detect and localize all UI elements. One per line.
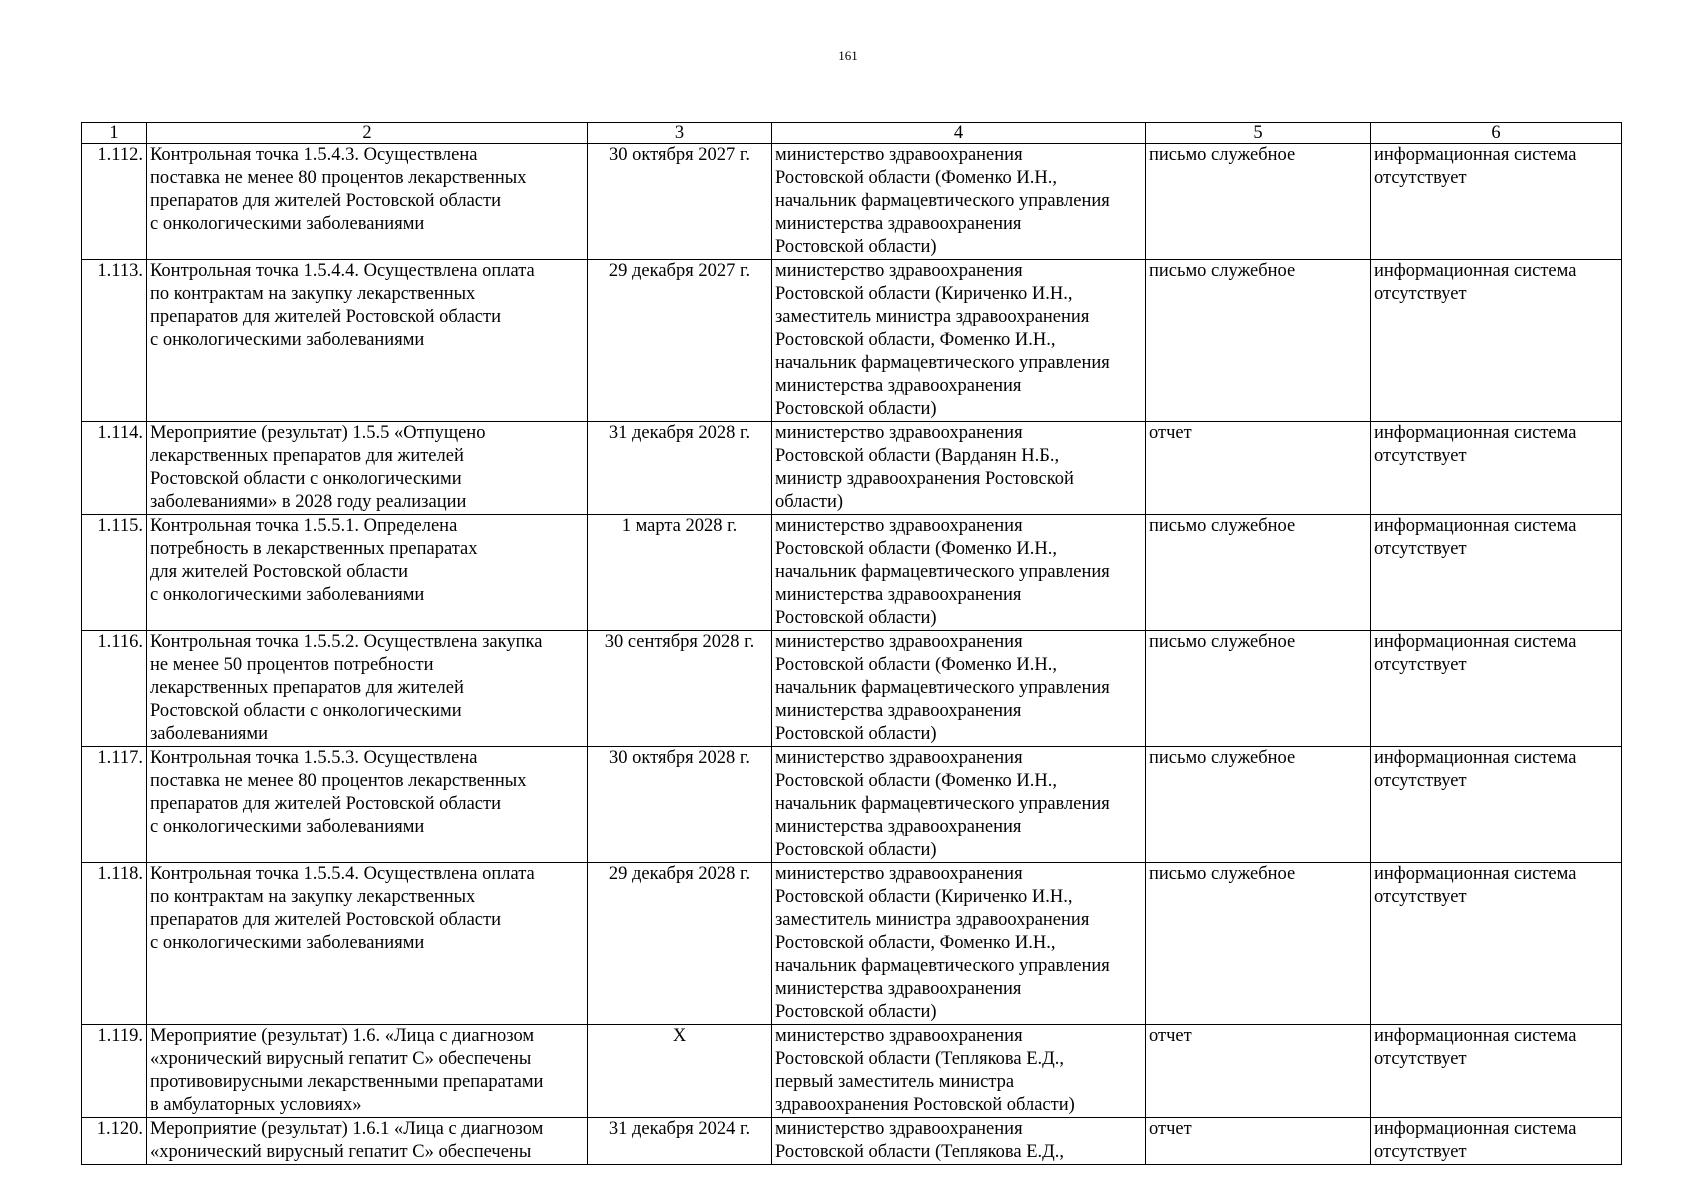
table-row bbox=[82, 515, 1622, 631]
table-row bbox=[82, 144, 1622, 260]
document-type: письмо служебное bbox=[1146, 631, 1371, 747]
responsible-party: министерство здравоохранения Ростовской области (Варданян Н.Б., министр здравоохранения Ростовской области) bbox=[772, 422, 1146, 515]
document-type: письмо служебное bbox=[1146, 260, 1371, 422]
information-system: информационная система отсутствует bbox=[1371, 1025, 1622, 1118]
row-number: 1.120. bbox=[82, 1118, 147, 1165]
column-number: 2 bbox=[147, 123, 588, 144]
due-date: 29 декабря 2028 г. bbox=[588, 863, 772, 1025]
responsible-party: министерство здравоохранения Ростовской области (Теплякова Е.Д., bbox=[772, 1118, 1146, 1165]
event-name: Контрольная точка 1.5.5.4. Осуществлена оплата по контрактам на закупку лекарственных препаратов для жителей Ростовской области с онкологическими заболеваниями bbox=[147, 863, 588, 1025]
due-date: Х bbox=[588, 1025, 772, 1118]
information-system: информационная система отсутствует bbox=[1371, 863, 1622, 1025]
due-date: 1 марта 2028 г. bbox=[588, 515, 772, 631]
column-number: 5 bbox=[1146, 123, 1371, 144]
row-number: 1.119. bbox=[82, 1025, 147, 1118]
due-date: 30 октября 2028 г. bbox=[588, 747, 772, 863]
due-date: 29 декабря 2027 г. bbox=[588, 260, 772, 422]
table-row bbox=[82, 1025, 1622, 1118]
column-number: 4 bbox=[772, 123, 1146, 144]
responsible-party: министерство здравоохранения Ростовской области (Фоменко И.Н., начальник фармацевтического управления министерства здравоохранения Ростовской области) bbox=[772, 515, 1146, 631]
due-date: 30 сентября 2028 г. bbox=[588, 631, 772, 747]
table-row bbox=[82, 260, 1622, 422]
responsible-party: министерство здравоохранения Ростовской области (Фоменко И.Н., начальник фармацевтического управления министерства здравоохранения Ростовской области) bbox=[772, 144, 1146, 260]
table-row bbox=[82, 863, 1622, 1025]
event-name: Мероприятие (результат) 1.6. «Лица с диагнозом «хронический вирусный гепатит С» обеспечены противовирусными лекарственными препаратами в амбулаторных условиях» bbox=[147, 1025, 588, 1118]
row-number: 1.116. bbox=[82, 631, 147, 747]
information-system: информационная система отсутствует bbox=[1371, 747, 1622, 863]
column-number: 3 bbox=[588, 123, 772, 144]
event-name: Мероприятие (результат) 1.6.1 «Лица с диагнозом «хронический вирусный гепатит С» обеспечены bbox=[147, 1118, 588, 1165]
row-number: 1.117. bbox=[82, 747, 147, 863]
document-type: письмо служебное bbox=[1146, 863, 1371, 1025]
row-number: 1.112. bbox=[82, 144, 147, 260]
information-system: информационная система отсутствует bbox=[1371, 515, 1622, 631]
information-system: информационная система отсутствует bbox=[1371, 1118, 1622, 1165]
information-system: информационная система отсутствует bbox=[1371, 422, 1622, 515]
row-number: 1.113. bbox=[82, 260, 147, 422]
column-number: 1 bbox=[82, 123, 147, 144]
row-number: 1.114. bbox=[82, 422, 147, 515]
document-type: письмо служебное bbox=[1146, 747, 1371, 863]
document-type: письмо служебное bbox=[1146, 515, 1371, 631]
responsible-party: министерство здравоохранения Ростовской области (Кириченко И.Н., заместитель министра здравоохранения Ростовской области, Фоменко И.Н., начальник фармацевтического управления министерства здравоохранения Ростовской области) bbox=[772, 260, 1146, 422]
page-number: 161 bbox=[838, 48, 858, 63]
document-type: отчет bbox=[1146, 422, 1371, 515]
responsible-party: министерство здравоохранения Ростовской области (Теплякова Е.Д., первый заместитель министра здравоохранения Ростовской области) bbox=[772, 1025, 1146, 1118]
information-system: информационная система отсутствует bbox=[1371, 631, 1622, 747]
responsible-party: министерство здравоохранения Ростовской области (Фоменко И.Н., начальник фармацевтического управления министерства здравоохранения Ростовской области) bbox=[772, 631, 1146, 747]
event-name: Контрольная точка 1.5.5.1. Определена потребность в лекарственных препаратах для жителей Ростовской области с онкологическими заболеваниями bbox=[147, 515, 588, 631]
responsible-party: министерство здравоохранения Ростовской области (Кириченко И.Н., заместитель министра здравоохранения Ростовской области, Фоменко И.Н., начальник фармацевтического управления министерства здравоохранения Ростовской области) bbox=[772, 863, 1146, 1025]
table-row bbox=[82, 631, 1622, 747]
information-system: информационная система отсутствует bbox=[1371, 144, 1622, 260]
table-row bbox=[82, 747, 1622, 863]
event-name: Контрольная точка 1.5.5.3. Осуществлена поставка не менее 80 процентов лекарственных препаратов для жителей Ростовской области с онкологическими заболеваниями bbox=[147, 747, 588, 863]
document-type: отчет bbox=[1146, 1025, 1371, 1118]
due-date: 31 декабря 2028 г. bbox=[588, 422, 772, 515]
information-system: информационная система отсутствует bbox=[1371, 260, 1622, 422]
column-number-row bbox=[82, 123, 1622, 144]
document-type: отчет bbox=[1146, 1118, 1371, 1165]
column-number: 6 bbox=[1371, 123, 1622, 144]
due-date: 30 октября 2027 г. bbox=[588, 144, 772, 260]
table-row bbox=[82, 1118, 1622, 1165]
event-name: Мероприятие (результат) 1.5.5 «Отпущено лекарственных препаратов для жителей Ростовской области с онкологическими заболеваниями» в 2028 году реализации bbox=[147, 422, 588, 515]
event-name: Контрольная точка 1.5.4.4. Осуществлена оплата по контрактам на закупку лекарственных препаратов для жителей Ростовской области с онкологическими заболеваниями bbox=[147, 260, 588, 422]
document-type: письмо служебное bbox=[1146, 144, 1371, 260]
table-row bbox=[82, 422, 1622, 515]
event-name: Контрольная точка 1.5.4.3. Осуществлена поставка не менее 80 процентов лекарственных препаратов для жителей Ростовской области с онкологическими заболеваниями bbox=[147, 144, 588, 260]
event-name: Контрольная точка 1.5.5.2. Осуществлена закупка не менее 50 процентов потребности лекарственных препаратов для жителей Ростовской области с онкологическими заболеваниями bbox=[147, 631, 588, 747]
due-date: 31 декабря 2024 г. bbox=[588, 1118, 772, 1165]
responsible-party: министерство здравоохранения Ростовской области (Фоменко И.Н., начальник фармацевтического управления министерства здравоохранения Ростовской области) bbox=[772, 747, 1146, 863]
row-number: 1.118. bbox=[82, 863, 147, 1025]
row-number: 1.115. bbox=[82, 515, 147, 631]
plan-table bbox=[81, 122, 1622, 1165]
